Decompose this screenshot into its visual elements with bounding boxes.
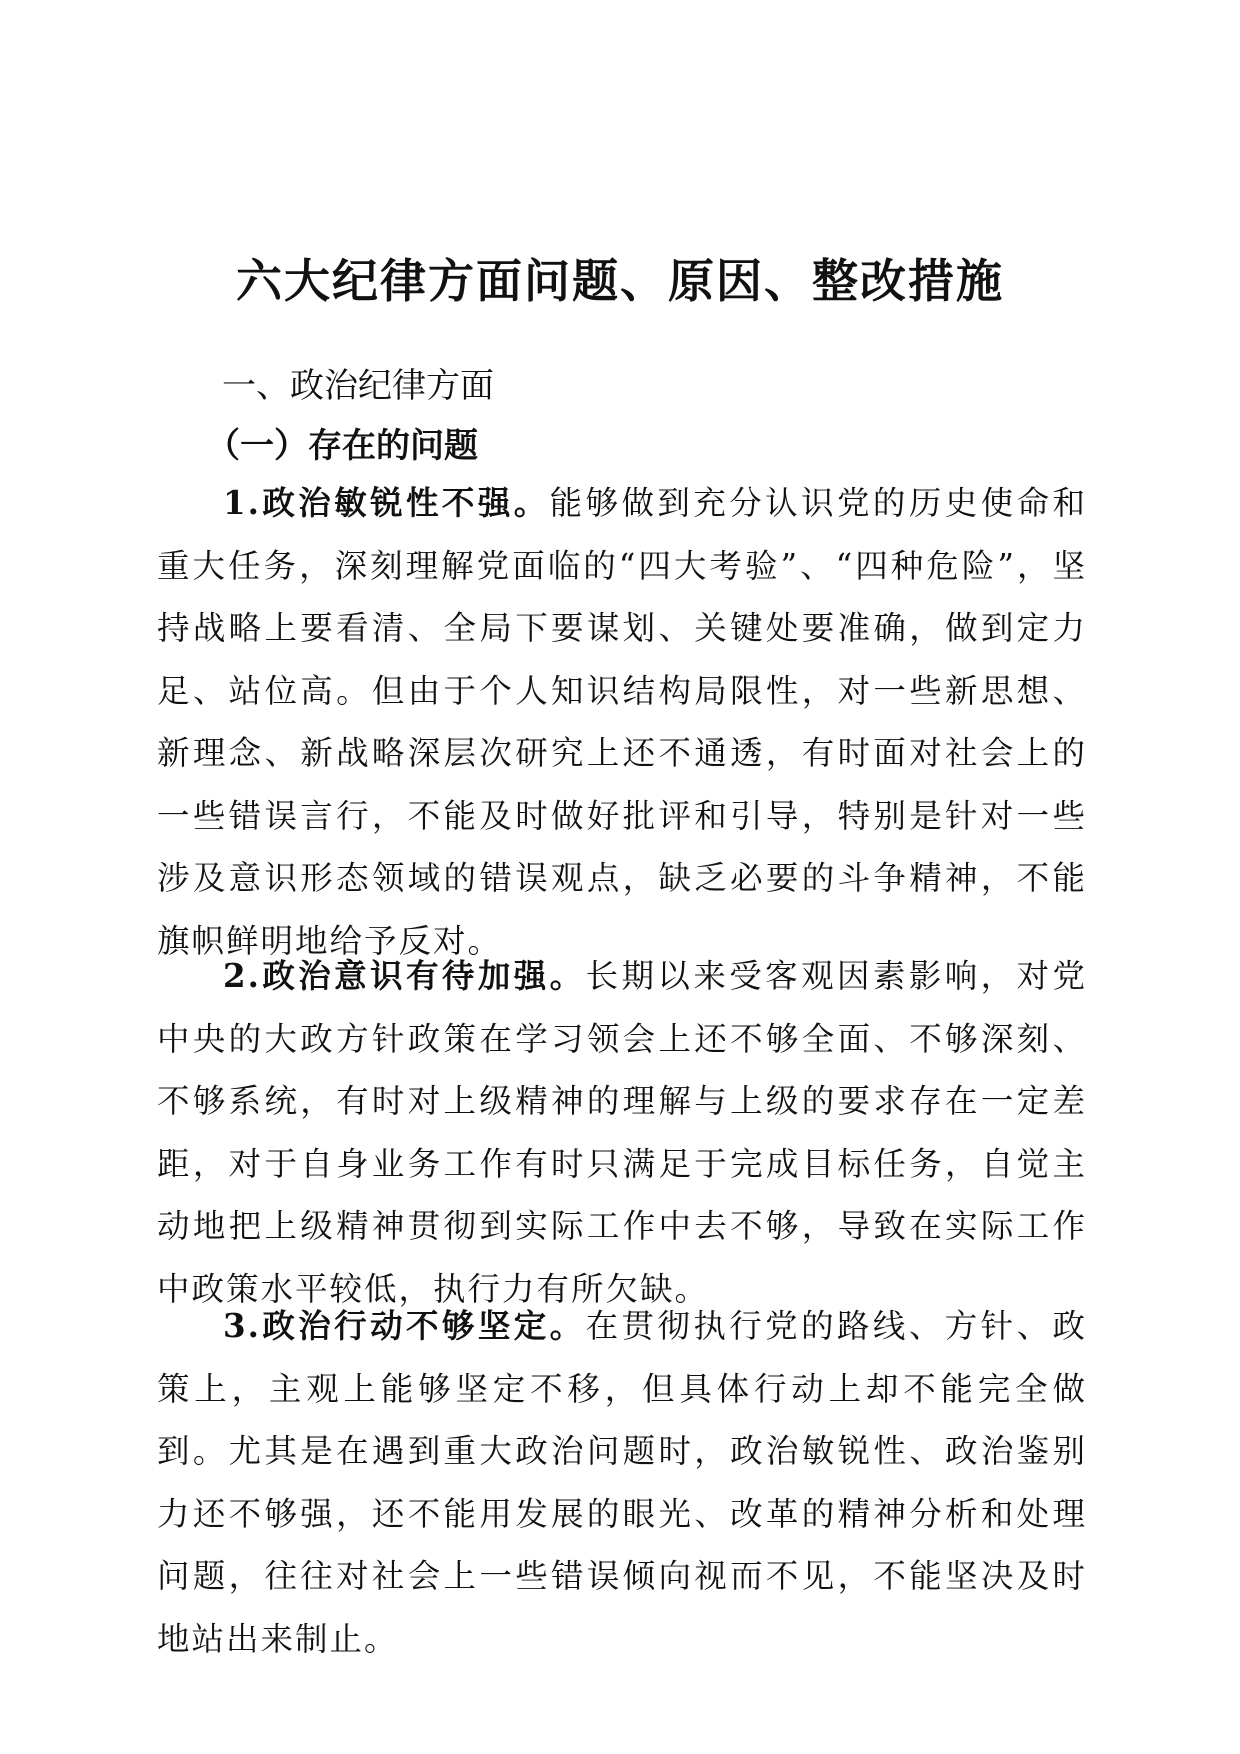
issue-lead-1: 1.政治敏锐性不强。 bbox=[223, 483, 550, 522]
issue-body-1: 能够做到充分认识党的历史使命和重大任务，深刻理解党面临的“四大考验”、“四种危险”，坚持战略上要看清、全局下要谋划、关键处要准确，做到定力足、站位高。但由于个人知识结构局限性，对一些新思想、新理念、新战略深层次研究上还不通透，有时面对社会上的一些错误言行，不能及时做好批评和引导，特别是针对一些涉及意识形态领域的错误观点，缺乏必要的斗争精神，不能旗帜鲜明地给予反对。 bbox=[157, 484, 1087, 960]
issue-body-3: 在贯彻执行党的路线、方针、政策上，主观上能够坚定不移，但具体行动上却不能完全做到。尤其是在遇到重大政治问题时，政治敏锐性、政治鉴别力还不够强，还不能用发展的眼光、改革的精神分析和处理问题，往往对社会上一些错误倾向视而不见，不能坚决及时地站出来制止。 bbox=[157, 1307, 1087, 1658]
issue-body-2: 长期以来受客观因素影响，对党中央的大政方针政策在学习领会上还不够全面、不够深刻、不够系统，有时对上级精神的理解与上级的要求存在一定差距，对于自身业务工作有时只满足于完成目标任务，自觉主动地把上级精神贯彻到实际工作中去不够，导致在实际工作中政策水平较低，执行力有所欠缺。 bbox=[157, 957, 1087, 1308]
document-title: 六大纪律方面问题、原因、整改措施 bbox=[236, 254, 1004, 308]
issue-lead-3: 3.政治行动不够坚定。 bbox=[223, 1306, 586, 1345]
issue-lead-2: 2.政治意识有待加强。 bbox=[223, 956, 586, 995]
subsection-heading: （一）存在的问题 bbox=[206, 426, 478, 466]
issue-paragraph-1 bbox=[157, 472, 1087, 972]
issue-paragraph-3 bbox=[157, 1295, 1087, 1670]
section-heading: 一、政治纪律方面 bbox=[222, 366, 494, 406]
issue-paragraph-2 bbox=[157, 945, 1087, 1320]
